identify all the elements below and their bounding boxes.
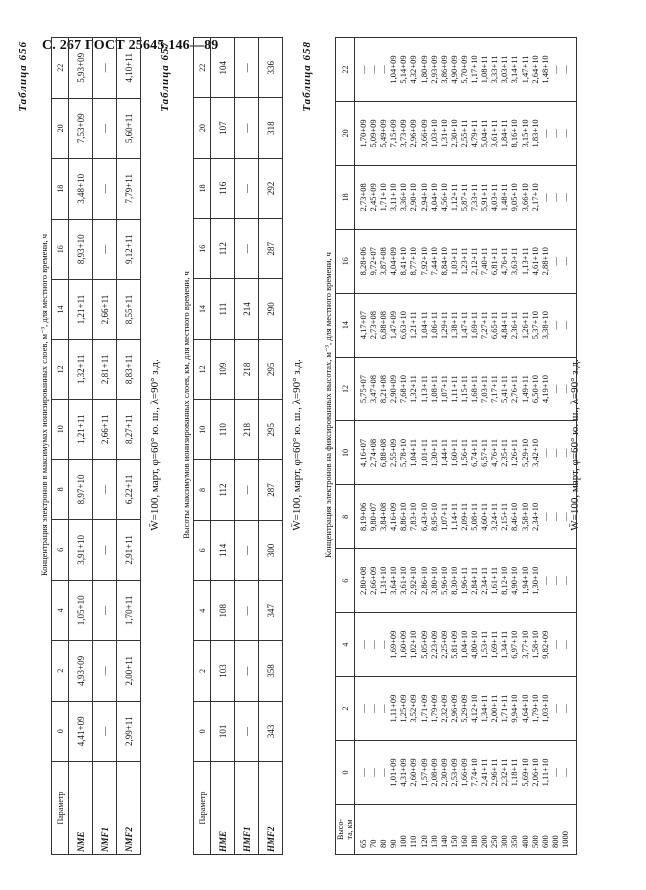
value-column: 5,75+07 3,47+08 8,21+08 2,90+09 7,68+10 1,32+11 1,13+11 1,08+11 1,07+11 1,11+11 1,15+11 1,68+11 7,03+11 7,17+11 5,41+11 2,76+11 1,49+11 6,50+10 4,19+10 — —: [355, 357, 577, 421]
cell: 108: [211, 581, 235, 641]
cell: 336: [259, 38, 283, 98]
cell: 3,91+10: [69, 520, 93, 580]
cell: 8,97+10: [69, 459, 93, 519]
hour-header: 12: [194, 339, 211, 399]
hour-header: 14: [194, 279, 211, 339]
cell: 5,93+09: [69, 38, 93, 99]
value-column: 8,19+06 9,80+07 3,84+08 4,16+09 8,86+10 7,83+10 6,43+10 8,95+10 1,07+11 1,14+11 2,09+11 5,08+11 4,60+11 3,24+11 2,15+11 8,46+10 3,58+10 2,34+10 — — —: [355, 485, 577, 549]
cell: 300: [259, 520, 283, 580]
cell: —: [93, 520, 117, 580]
table-row: [235, 38, 259, 855]
table-656-subtitle: Концентрация электронов в максимумах ионизированных слоев, м⁻³, для местного времени, ч: [39, 233, 49, 577]
cell: 114: [211, 520, 235, 580]
table-657-name: Таблица 657: [159, 41, 171, 112]
cell: 4,41+09: [69, 701, 93, 761]
table-row: [93, 38, 117, 855]
cell: —: [93, 219, 117, 279]
cell: 1,21+11: [69, 399, 93, 459]
cell: —: [235, 158, 259, 218]
param-name: HME: [211, 762, 235, 855]
cell: 1,05+10: [69, 580, 93, 640]
value-column: 4,17+07 2,73+08 6,88+08 1,47+09 6,63+10 1,21+11 1,04+11 1,06+11 1,29+11 1,38+11 1,47+11 1,69+11 7,27+11 6,65+11 4,84+11 2,36+11 1,26+11 5,37+10 3,38+10 — —: [355, 293, 577, 357]
cell: 112: [211, 460, 235, 520]
table-row: [117, 38, 141, 855]
cell: —: [235, 38, 259, 98]
cell: 8,93+10: [69, 219, 93, 279]
cell: 9,12+11: [117, 219, 141, 279]
hour-header: 22: [52, 38, 69, 99]
hour-header: 6: [194, 520, 211, 580]
hour-header: 20: [336, 101, 355, 165]
hour-header: 4: [52, 580, 69, 640]
hour-header: 10: [52, 399, 69, 459]
hour-header: 18: [336, 165, 355, 229]
table-656-name: Таблица 656: [17, 41, 29, 112]
table-656-header-row: [52, 38, 69, 855]
cell: 295: [259, 339, 283, 399]
table-row: [69, 38, 93, 855]
table-658-body-row: [355, 38, 577, 855]
hour-header: 22: [336, 38, 355, 102]
hour-header: 8: [52, 459, 69, 519]
cell: 8,27+11: [117, 399, 141, 459]
cell: 2,00+11: [117, 641, 141, 701]
cell: 8,83+11: [117, 339, 141, 399]
table-656-section: [17, 35, 161, 855]
cell: 4,10+11: [117, 38, 141, 99]
table-658-title: W̄=100, март, φ=60° ю. ш., λ=90° з.д.: [569, 359, 581, 531]
table-656-title: W̄=100, март, φ=60° ю. ш., λ=90° з.д.: [149, 359, 161, 531]
cell: 7,79+11: [117, 159, 141, 219]
cell: —: [93, 38, 117, 99]
hour-header: 20: [52, 98, 69, 158]
hour-header: 6: [52, 520, 69, 580]
param-name: HMF1: [235, 762, 259, 855]
table-657-section: [159, 35, 303, 855]
value-column: — — — 1,04+09 5,14+09 4,32+09 1,80+09 2,93+09 3,86+09 4,90+09 5,70+09 1,17+10 1,08+11 3,33+11 3,03+11 3,14+11 1,47+11 2,64+10 1,48+10 — —: [355, 38, 577, 102]
hour-header: 8: [194, 460, 211, 520]
hour-header: 16: [336, 229, 355, 293]
cell: 111: [211, 279, 235, 339]
value-column: 2,73+08 2,45+09 1,71+10 3,11+10 3,36+10 2,90+10 2,94+10 4,04+10 4,56+10 1,12+11 5,87+11 7,33+11 5,91+11 4,03+11 1,48+11 9,05+10 3,66+10 2,17+10 — — —: [355, 165, 577, 229]
hour-header: 20: [194, 98, 211, 158]
table-658: [335, 37, 577, 855]
cell: 218: [235, 400, 259, 460]
hour-header: 14: [52, 279, 69, 339]
cell: 5,60+11: [117, 98, 141, 158]
cell: 101: [211, 701, 235, 761]
hour-header: 2: [194, 641, 211, 701]
cell: —: [235, 219, 259, 279]
cell: —: [93, 159, 117, 219]
hour-header: 8: [336, 485, 355, 549]
hour-header: 0: [52, 701, 69, 761]
value-column: 8,28+06 9,72+07 3,87+08 4,04+09 8,41+10 8,77+10 7,92+10 7,44+10 8,84+10 1,03+11 1,23+11 2,12+11 7,40+11 6,81+11 4,76+11 3,63+11 1,13+11 4,61+10 2,88+10 — —: [355, 229, 577, 293]
cell: 110: [211, 400, 235, 460]
hour-header: 2: [336, 677, 355, 741]
hour-header: 18: [52, 159, 69, 219]
hour-header: 22: [194, 38, 211, 98]
cell: 1,21+11: [69, 279, 93, 339]
hour-header: 4: [336, 613, 355, 677]
cell: 290: [259, 279, 283, 339]
cell: 218: [235, 339, 259, 399]
hour-header: 14: [336, 293, 355, 357]
table-658-header-row: [336, 38, 355, 855]
param-name: NMF1: [93, 762, 117, 855]
cell: —: [235, 460, 259, 520]
cell: 1,32+11: [69, 339, 93, 399]
cell: 103: [211, 641, 235, 701]
hour-header: 6: [336, 549, 355, 613]
table-657-subtitle: Высоты максимумов ионизированных слоев, км, для местного времени, ч: [181, 271, 191, 539]
cell: 8,55+11: [117, 279, 141, 339]
cell: 292: [259, 158, 283, 218]
cell: —: [93, 580, 117, 640]
hour-header: 16: [194, 219, 211, 279]
hour-header: 10: [194, 400, 211, 460]
cell: —: [235, 581, 259, 641]
cell: 2,99+11: [117, 701, 141, 761]
height-header: Высо- та, км: [336, 804, 355, 854]
hour-header: 10: [336, 421, 355, 485]
value-column: — — — 1,01+09 4,31+09 2,60+09 1,57+09 2,08+09 2,30+09 2,53+09 1,66+09 7,74+10 2,41+11 2,96+11 2,32+11 1,18+11 5,69+10 2,06+10 1,11+10 — —: [355, 741, 577, 805]
value-column: — — — 1,11+09 1,25+09 3,52+09 1,71+09 1,79+09 2,32+09 2,96+09 5,29+09 4,12+10 1,34+11 2,00+11 1,71+11 9,94+10 4,64+10 1,79+10 1,03+10 — —: [355, 677, 577, 741]
cell: 3,48+10: [69, 159, 93, 219]
height-column: 65 70 80 90 100 110 120 130 140 150 160 180 200 250 300 350 400 500 600 800 1000: [355, 804, 577, 854]
table-657-title: W̄=100, март, φ=60° ю. ш., λ=90° з.д.: [291, 359, 303, 531]
param-name: NMF2: [117, 762, 141, 855]
cell: 343: [259, 701, 283, 761]
table-658-subtitle: Концентрация электронов на фиксированных высотах, м⁻³, для местного времени, ч: [323, 252, 333, 558]
cell: —: [93, 98, 117, 158]
table-658-name: Таблица 658: [301, 41, 313, 112]
hour-header: 4: [194, 581, 211, 641]
cell: —: [235, 701, 259, 761]
cell: 112: [211, 219, 235, 279]
cell: —: [235, 98, 259, 158]
cell: 295: [259, 400, 283, 460]
cell: 347: [259, 581, 283, 641]
value-column: 1,70+09 5,09+09 5,49+09 7,15+09 3,73+09 2,96+09 3,66+09 1,03+10 1,31+10 2,30+10 2,55+11 4,79+11 5,04+11 3,61+11 1,84+11 8,16+10 3,15+10 1,83+10 — — —: [355, 101, 577, 165]
cell: —: [93, 641, 117, 701]
hour-header: 12: [336, 357, 355, 421]
table-657: [193, 37, 283, 855]
cell: —: [235, 641, 259, 701]
cell: —: [235, 520, 259, 580]
value-column: 2,80+08 2,66+09 1,31+10 3,64+10 3,61+10 2,92+10 2,86+10 3,80+10 5,96+10 8,30+10 1,96+11 2,84+11 2,34+11 1,61+11 8,12+10 4,90+10 1,94+10 1,30+10 — — —: [355, 549, 577, 613]
cell: 7,53+09: [69, 98, 93, 158]
cell: 2,66+11: [93, 399, 117, 459]
table-row: [211, 38, 235, 855]
cell: 104: [211, 38, 235, 98]
param-header: Параметр: [52, 762, 69, 855]
cell: 107: [211, 98, 235, 158]
hour-header: 12: [52, 339, 69, 399]
cell: 2,81+11: [93, 339, 117, 399]
table-658-section: [301, 35, 581, 855]
hour-header: 0: [336, 741, 355, 805]
cell: 287: [259, 219, 283, 279]
hour-header: 2: [52, 641, 69, 701]
cell: 358: [259, 641, 283, 701]
cell: 6,22+11: [117, 459, 141, 519]
cell: 214: [235, 279, 259, 339]
cell: —: [93, 701, 117, 761]
rotated-tables: [15, 35, 585, 855]
cell: 116: [211, 158, 235, 218]
table-row: [259, 38, 283, 855]
cell: 2,66+11: [93, 279, 117, 339]
value-column: — — — 1,69+09 1,60+09 1,02+10 5,05+09 2,23+09 2,25+09 5,81+09 1,04+10 4,80+10 1,53+11 1,69+11 1,34+11 6,97+10 3,77+10 1,58+10 9,82+09 — —: [355, 613, 577, 677]
hour-header: 0: [194, 701, 211, 761]
cell: 109: [211, 339, 235, 399]
cell: 1,70+11: [117, 580, 141, 640]
cell: —: [93, 459, 117, 519]
cell: 318: [259, 98, 283, 158]
param-name: NME: [69, 762, 93, 855]
table-657-header-row: [194, 38, 211, 855]
cell: 4,93+09: [69, 641, 93, 701]
param-header: Параметр: [194, 762, 211, 855]
cell: 2,91+11: [117, 520, 141, 580]
page-header: С. 267 ГОСТ 25645.146—89: [42, 38, 219, 53]
param-name: HMF2: [259, 762, 283, 855]
hour-header: 16: [52, 219, 69, 279]
hour-header: 18: [194, 158, 211, 218]
cell: 287: [259, 460, 283, 520]
value-column: 4,16+07 2,74+08 6,88+08 2,55+09 5,78+10 1,04+11 1,01+11 1,30+11 1,44+11 1,60+11 1,56+11 6,74+11 6,57+11 4,76+11 2,35+11 1,26+11 5,29+10 3,42+10 — — —: [355, 421, 577, 485]
table-656: [51, 37, 141, 855]
